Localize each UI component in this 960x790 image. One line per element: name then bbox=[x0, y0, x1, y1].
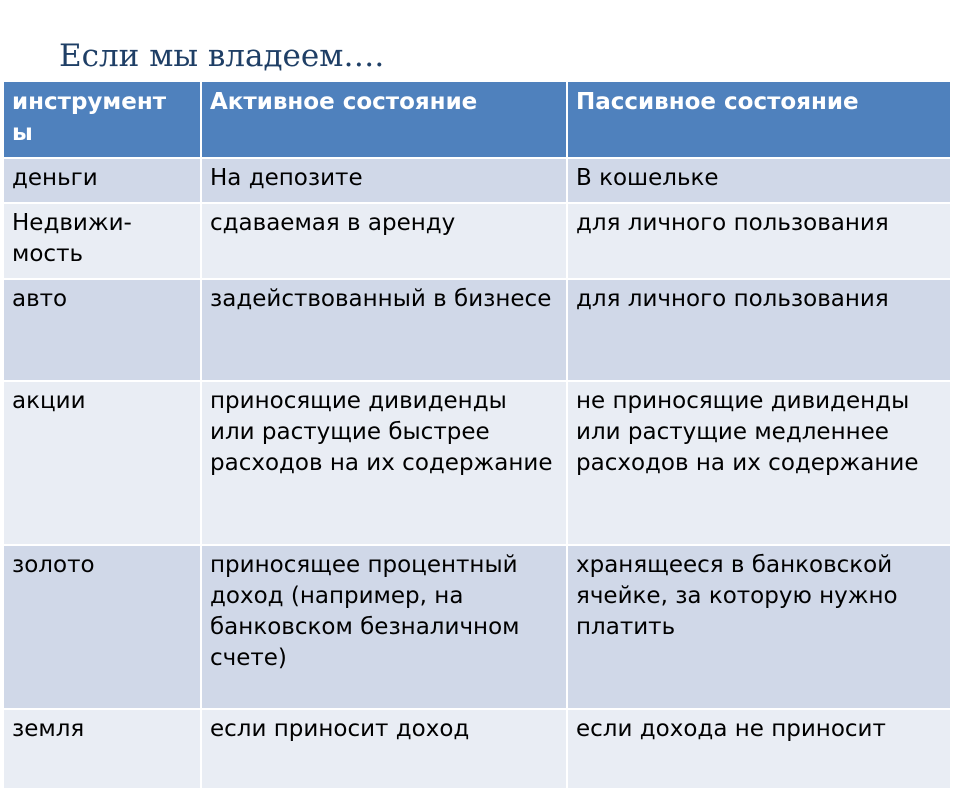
instrument-cell: авто bbox=[3, 279, 201, 381]
active-cell: приносящее процентный доход (например, на банковском безналичном счете) bbox=[201, 545, 567, 709]
active-cell: задействованный в бизнесе bbox=[201, 279, 567, 381]
table-header-row bbox=[3, 81, 951, 158]
instrument-cell: акции bbox=[3, 381, 201, 545]
table-row bbox=[3, 158, 951, 203]
passive-cell: не приносящие дивиденды или растущие медленнее расходов на их содержание bbox=[567, 381, 951, 545]
instrument-cell: деньги bbox=[3, 158, 201, 203]
table-row bbox=[3, 203, 951, 279]
instrument-cell: золото bbox=[3, 545, 201, 709]
active-cell: приносящие дивиденды или растущие быстрее расходов на их содержание bbox=[201, 381, 567, 545]
active-cell: если приносит доход bbox=[201, 709, 567, 789]
passive-cell: для личного пользования bbox=[567, 279, 951, 381]
active-cell: сдаваемая в аренду bbox=[201, 203, 567, 279]
table-row bbox=[3, 545, 951, 709]
passive-cell: если дохода не приносит bbox=[567, 709, 951, 789]
ownership-table bbox=[2, 80, 952, 790]
slide-title: Если мы владеем…. bbox=[59, 38, 385, 74]
header-passive-state: Пассивное состояние bbox=[567, 81, 951, 158]
instrument-cell: земля bbox=[3, 709, 201, 789]
table-row bbox=[3, 279, 951, 381]
header-active-state: Активное состояние bbox=[201, 81, 567, 158]
table-row bbox=[3, 381, 951, 545]
table-row bbox=[3, 709, 951, 789]
active-cell: На депозите bbox=[201, 158, 567, 203]
header-instruments: инструмент ы bbox=[3, 81, 201, 158]
instrument-cell: Недвижи-мость bbox=[3, 203, 201, 279]
passive-cell: хранящееся в банковской ячейке, за которую нужно платить bbox=[567, 545, 951, 709]
passive-cell: для личного пользования bbox=[567, 203, 951, 279]
passive-cell: В кошельке bbox=[567, 158, 951, 203]
